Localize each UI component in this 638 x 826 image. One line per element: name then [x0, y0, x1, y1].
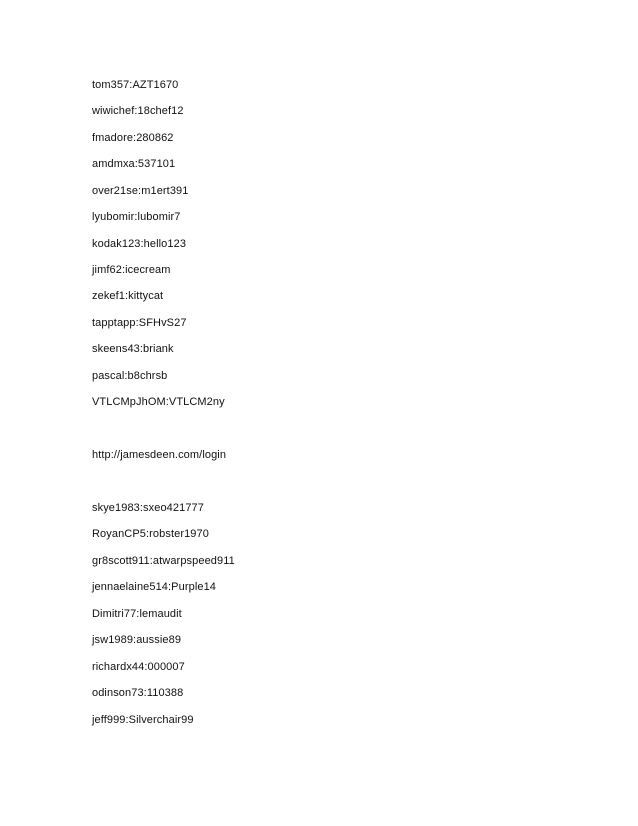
credential-line: pascal:b8chrsb — [92, 370, 168, 382]
credential-line: RoyanCP5:robster1970 — [92, 528, 209, 540]
credential-line: wiwichef:18chef12 — [92, 105, 184, 117]
credential-line: Dimitri77:lemaudit — [92, 608, 182, 620]
credential-line: jimf62:icecream — [92, 264, 171, 276]
credential-line: fmadore:280862 — [92, 132, 174, 144]
credential-line: tapptapp:SFHvS27 — [92, 317, 187, 329]
credential-line: richardx44:000007 — [92, 661, 185, 673]
credential-line: jsw1989:aussie89 — [92, 634, 182, 646]
credential-line: kodak123:hello123 — [92, 238, 187, 250]
url-text: http://jamesdeen.com/login — [92, 449, 227, 461]
credential-line: tom357:AZT1670 — [92, 79, 179, 91]
credential-line: skeens43:briank — [92, 343, 174, 355]
credential-line: VTLCMpJhOM:VTLCM2ny — [92, 396, 225, 408]
credential-line: jennaelaine514:Purple14 — [92, 581, 217, 593]
credential-line: over21se:m1ert391 — [92, 185, 189, 197]
credential-line: jeff999:Silverchair99 — [92, 714, 194, 726]
credential-line: gr8scott911:atwarpspeed911 — [92, 555, 235, 567]
credential-line: odinson73:110388 — [92, 687, 184, 699]
credential-line: lyubomir:lubomir7 — [92, 211, 181, 223]
credential-line: zekef1:kittycat — [92, 290, 164, 302]
credential-line: amdmxa:537101 — [92, 158, 176, 170]
credential-line: skye1983:sxeo421777 — [92, 502, 204, 514]
